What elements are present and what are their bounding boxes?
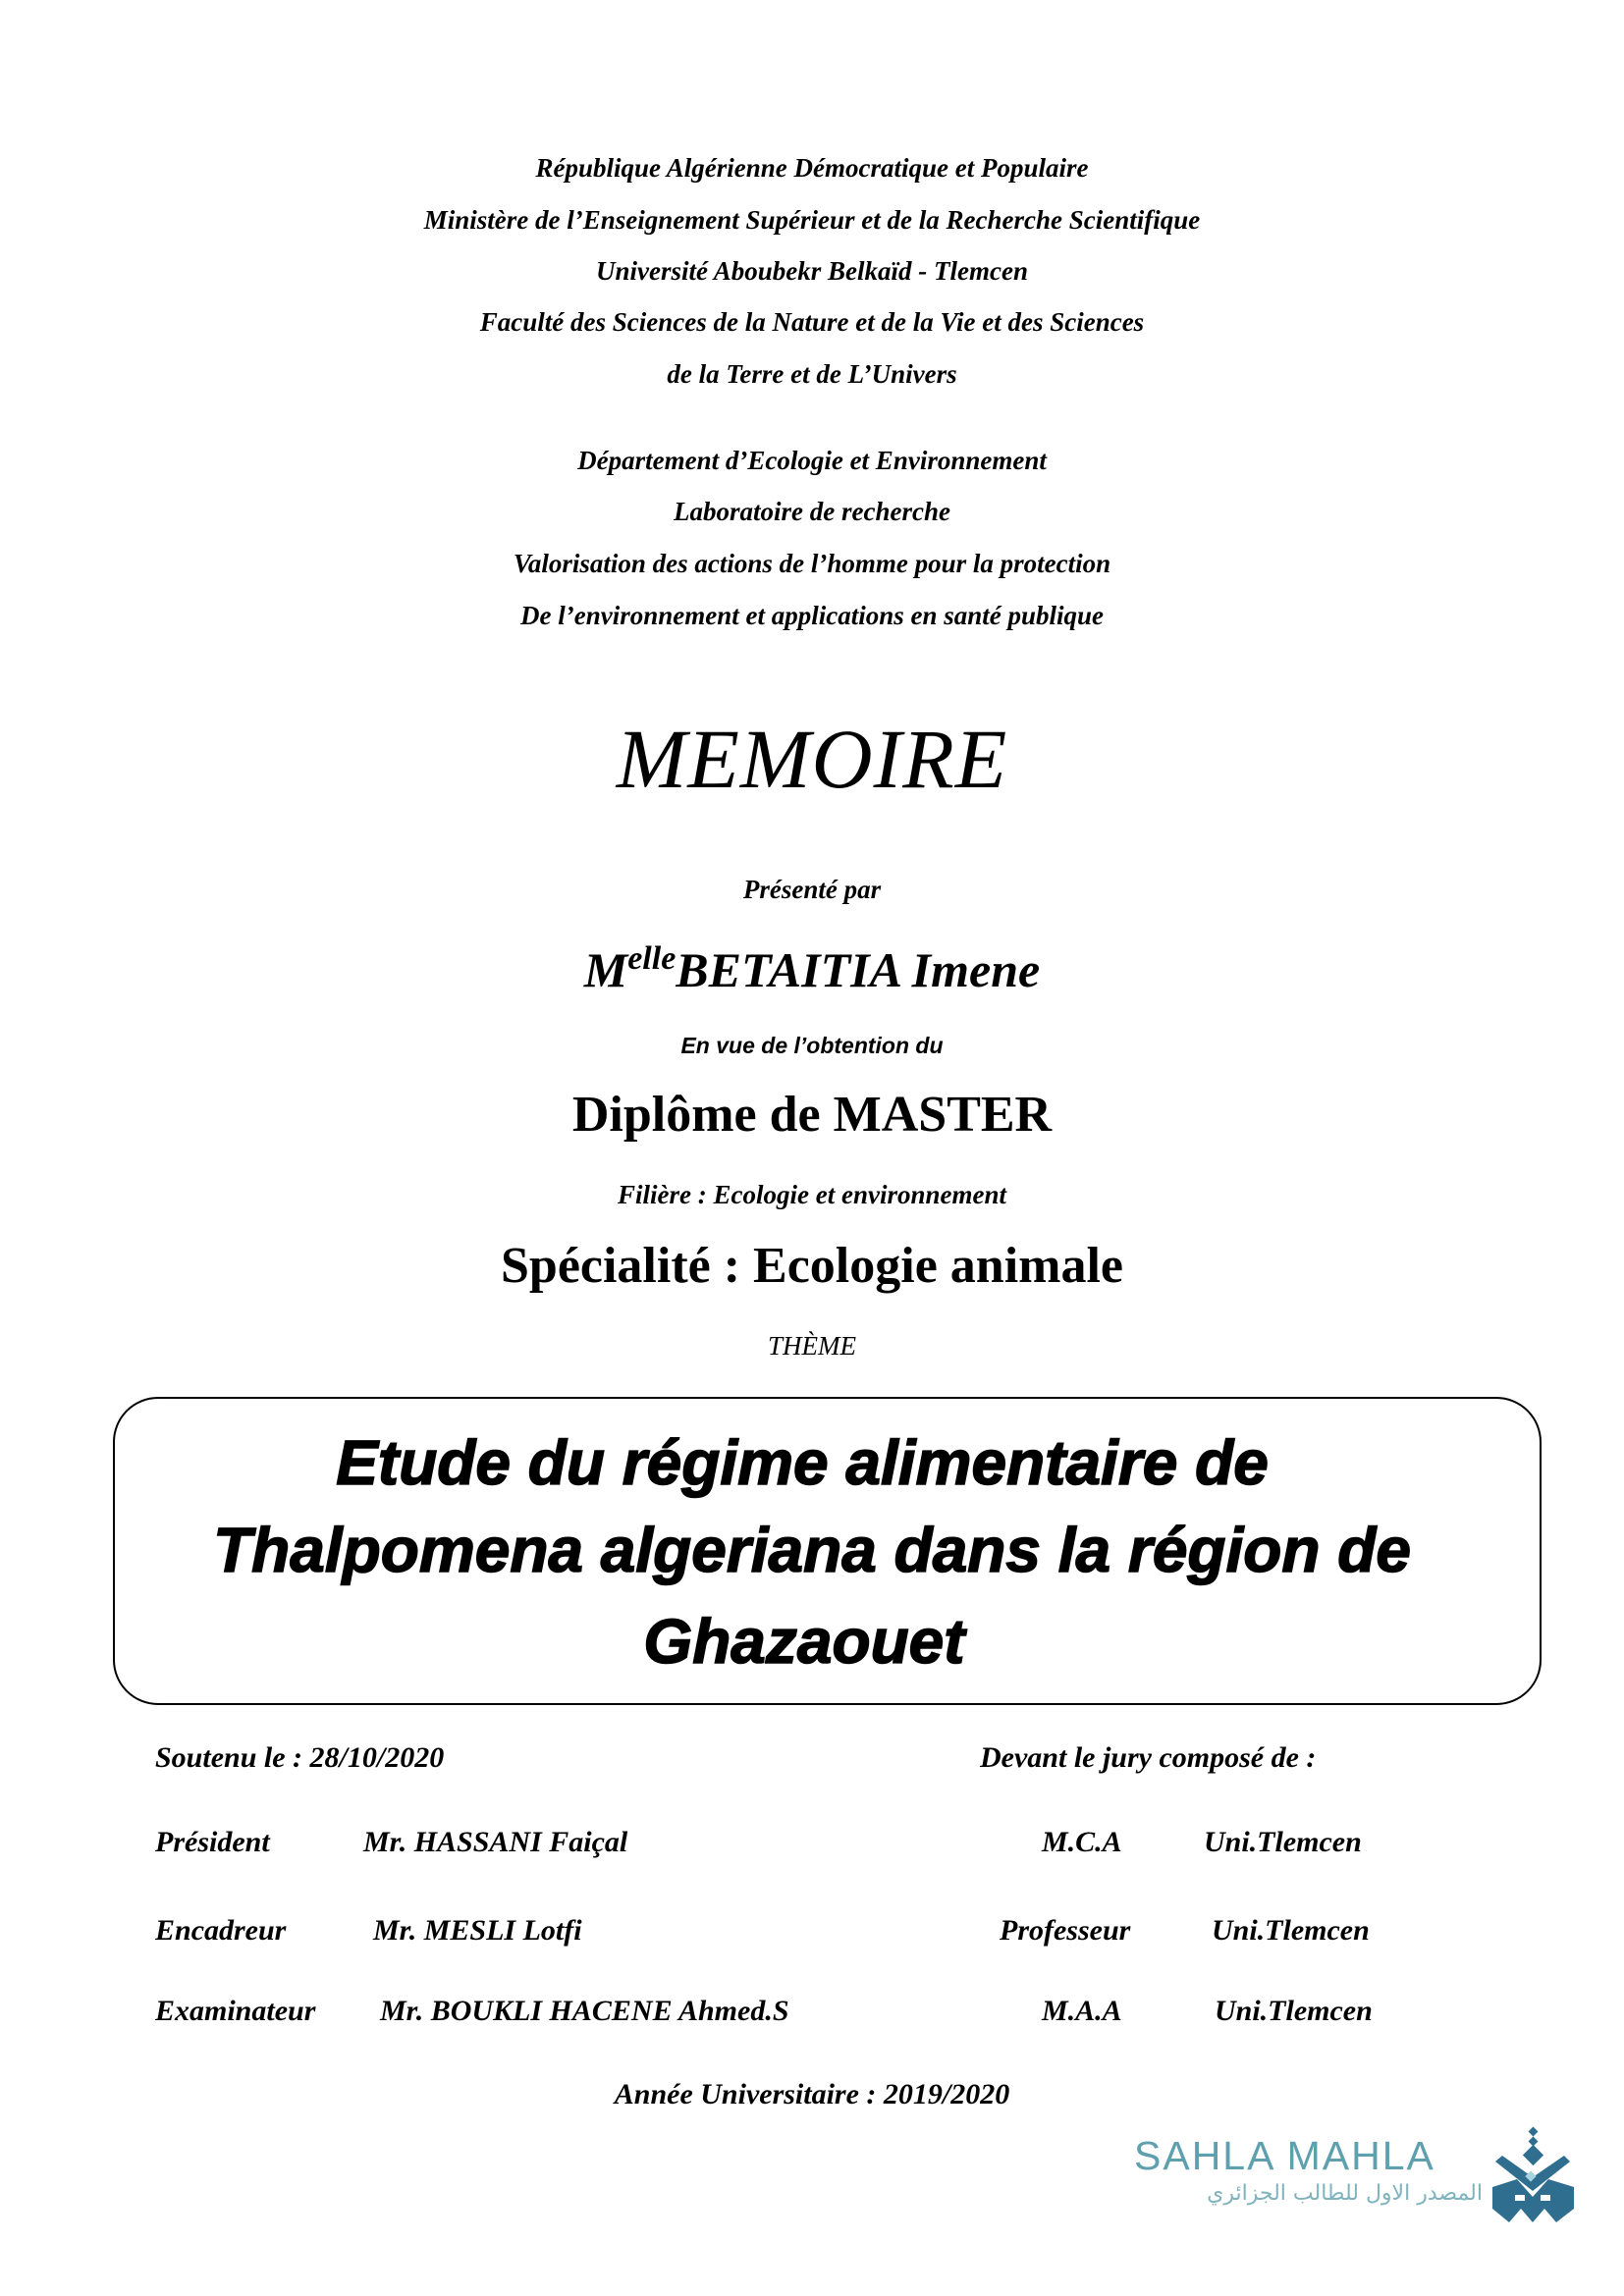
document-type: MEMOIRE [616, 712, 1008, 806]
specialite: Spécialité : Ecologie animale [500, 1238, 1123, 1294]
jury-grade: Professeur [1000, 1914, 1131, 1947]
jury-role: Président [155, 1826, 270, 1858]
theme-label: THÈME [768, 1331, 856, 1361]
jury-grade: M.A.A [1042, 1995, 1122, 2027]
diploma: Diplôme de MASTER [571, 1087, 1053, 1143]
jury-role: Examinateur [155, 1995, 316, 2027]
logo-subtitle: المصدر الاول للطالب الجزائري [1207, 2181, 1483, 2206]
header-line: Université Aboubekr Belkaïd - Tlemcen [596, 256, 1028, 286]
presented-by: Présenté par [742, 875, 882, 904]
title-line: Etude du régime alimentaire de [336, 1427, 1269, 1498]
title-line: Ghazaouet [643, 1606, 965, 1677]
header-line: de la Terre et de L’Univers [667, 359, 957, 389]
department-line: Valorisation des actions de l’homme pour la protection [513, 549, 1111, 578]
jury-institution: Uni.Tlemcen [1204, 1826, 1362, 1858]
header-line: République Algérienne Démocratique et Populaire [535, 153, 1089, 183]
jury-intro: Devant le jury composé de : [980, 1741, 1317, 1774]
jury-institution: Uni.Tlemcen [1215, 1995, 1373, 2027]
logo-mark-icon [1488, 2118, 1581, 2226]
defense-date: Soutenu le : 28/10/2020 [155, 1741, 445, 1774]
title-line: Thalpomena algeriana dans la région de [213, 1515, 1411, 1585]
header-line: Faculté des Sciences de la Nature et de la Vie et des Sciences [479, 307, 1145, 337]
filiere: Filière : Ecologie et environnement [618, 1180, 1006, 1209]
candidate-name [0, 940, 1624, 997]
jury-name: Mr. BOUKLI HACENE Ahmed.S [380, 1995, 789, 2027]
jury-name: Mr. HASSANI Faiçal [363, 1826, 628, 1858]
logo-text: SAHLA MAHLA [1134, 2133, 1435, 2178]
header-line: Ministère de l’Enseignement Supérieur et de la Recherche Scientifique [423, 205, 1201, 235]
obtention-label: En vue de l’obtention du [680, 1033, 944, 1058]
department-line: Laboratoire de recherche [674, 497, 950, 526]
jury-grade: M.C.A [1042, 1826, 1122, 1858]
jury-name: Mr. MESLI Lotfi [373, 1914, 582, 1947]
candidate-fullname: BETAITIA Imene [676, 942, 1041, 997]
department-line: De l’environnement et applications en santé publique [519, 601, 1104, 630]
department-line: Département d’Ecologie et Environnement [577, 446, 1047, 475]
academic-year: Année Universitaire : 2019/2020 [614, 2078, 1010, 2110]
jury-institution: Uni.Tlemcen [1212, 1914, 1370, 1947]
candidate-prefix: M [583, 942, 628, 997]
jury-role: Encadreur [155, 1914, 287, 1947]
sahla-mahla-logo [1129, 2118, 1581, 2226]
candidate-prefix-sup: elle [627, 940, 677, 977]
